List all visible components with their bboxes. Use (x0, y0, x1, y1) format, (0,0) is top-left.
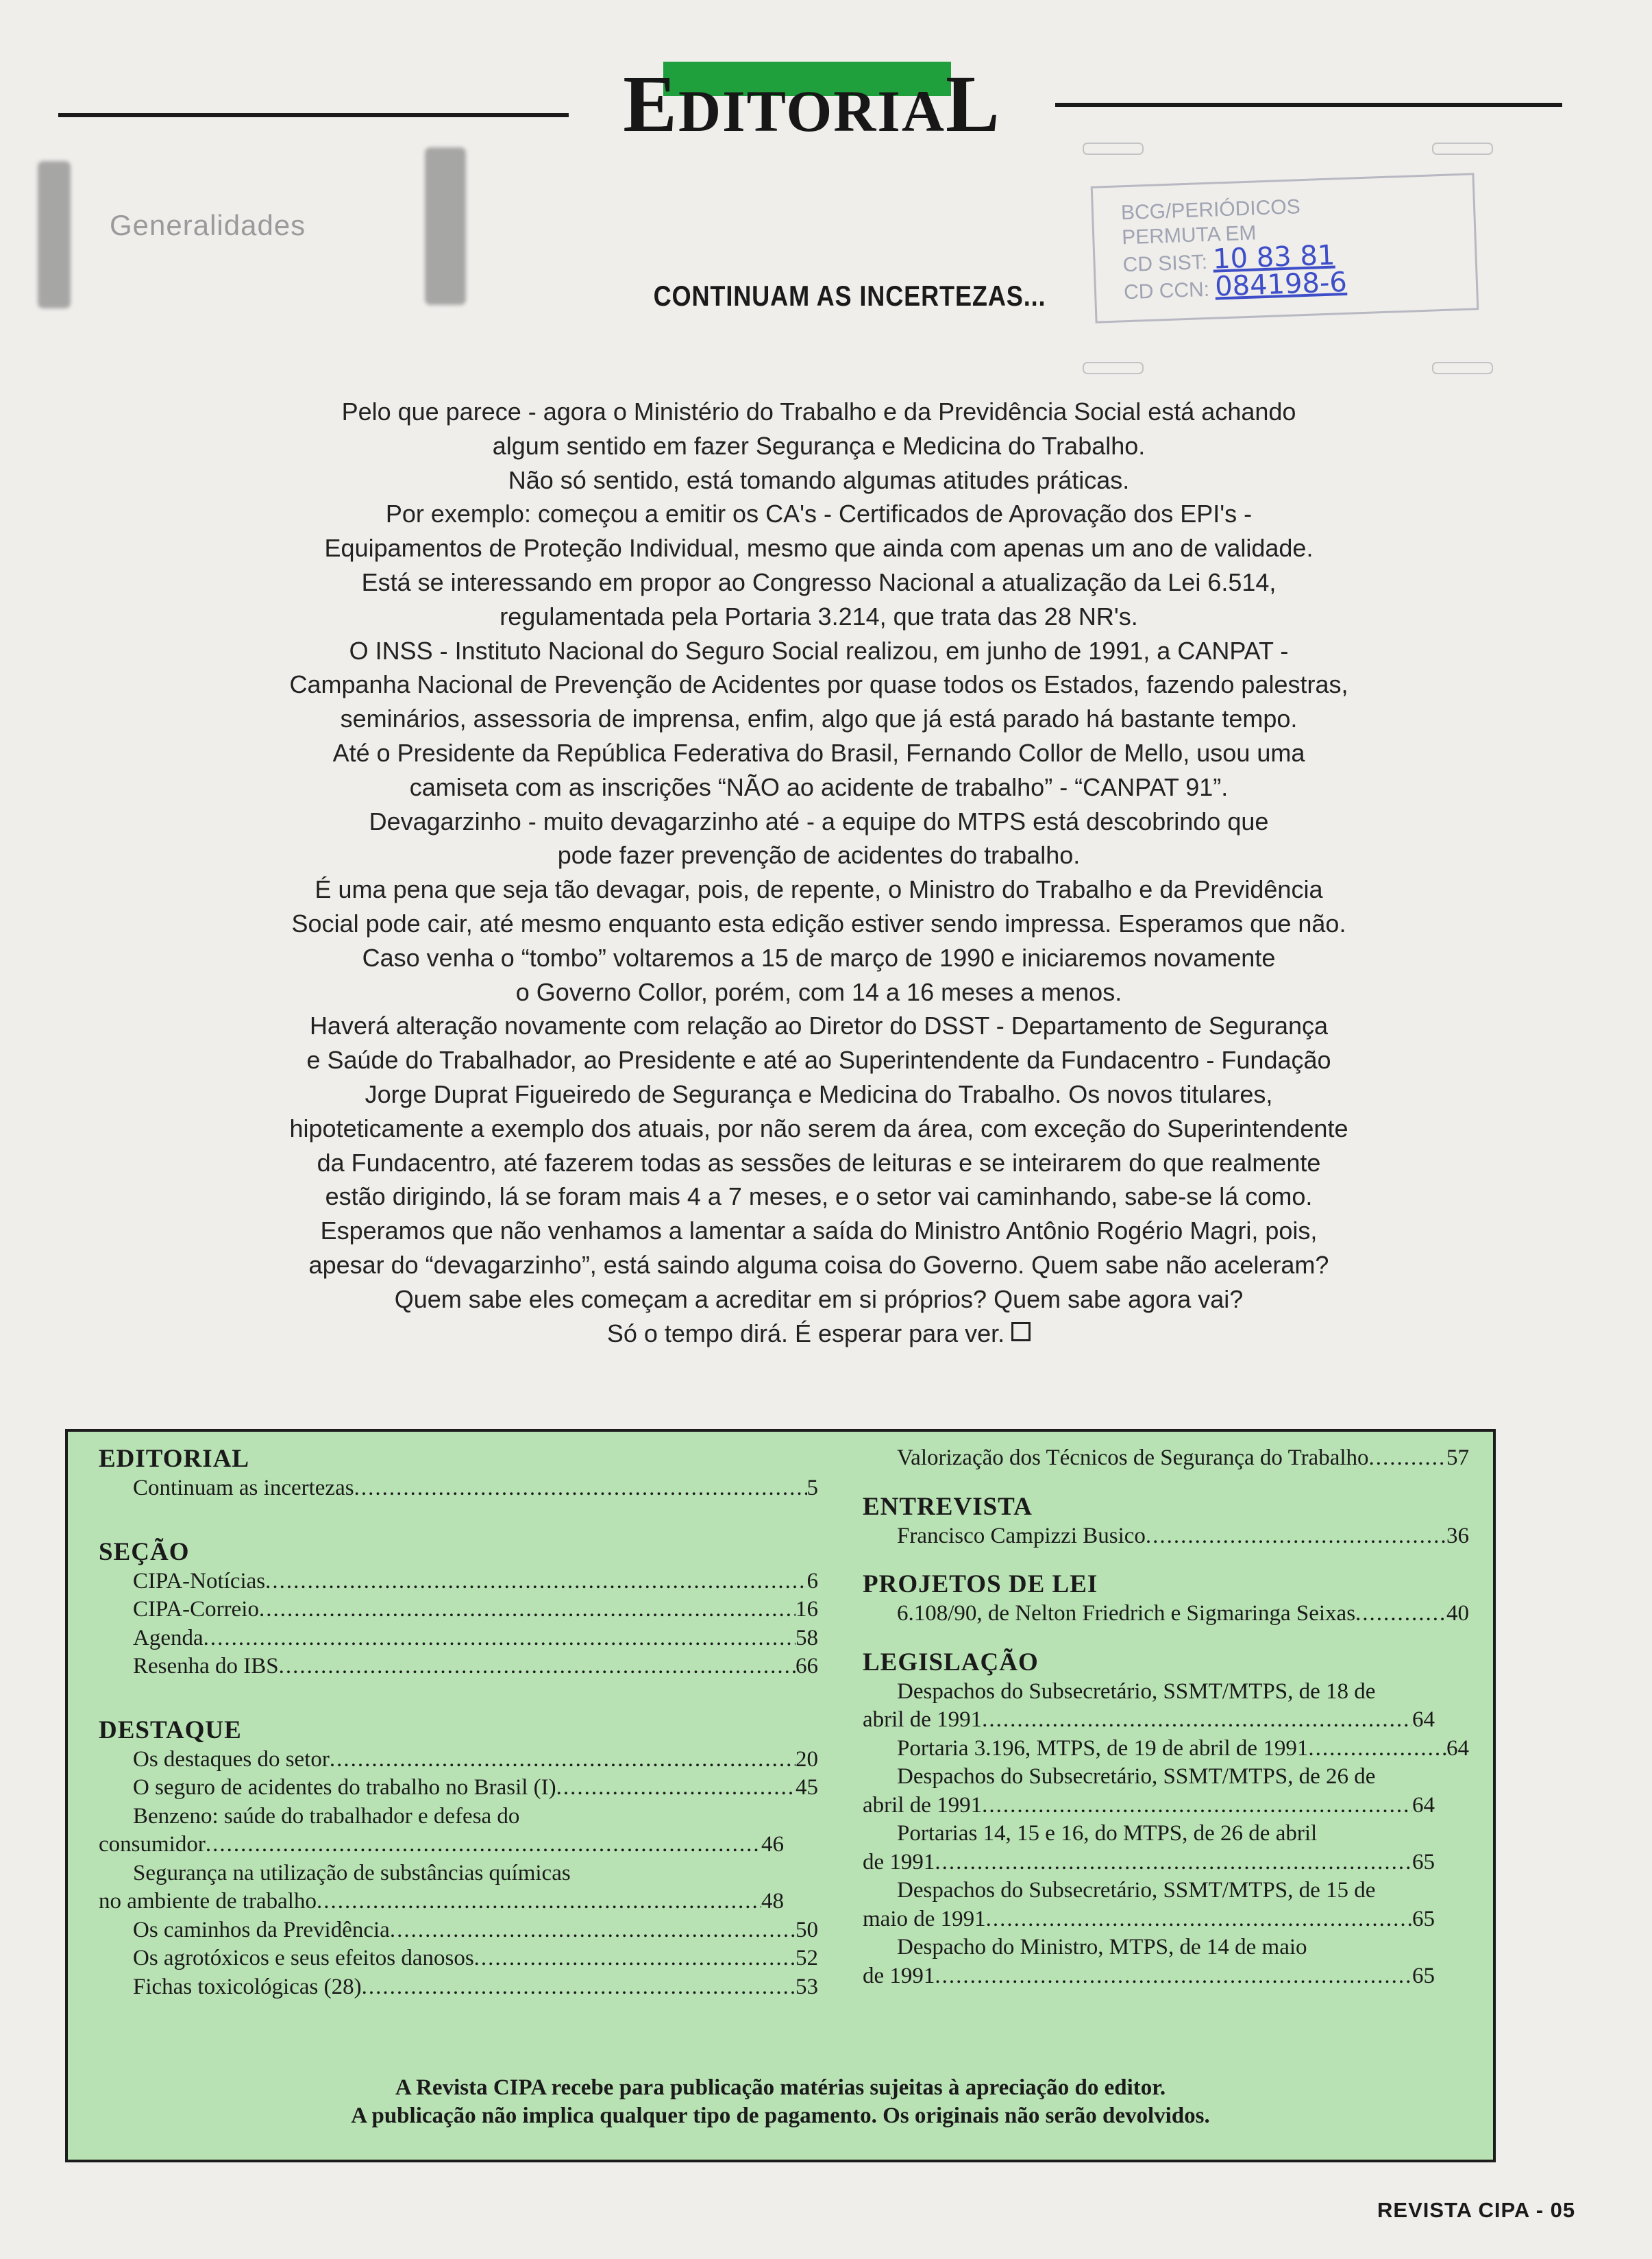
toc-entry[interactable]: Fichas toxicológicas (28) ..... 53 (99, 1973, 818, 2002)
editor-note-line: A Revista CIPA recebe para publicação matérias sujeitas à apreciação do editor. (395, 2075, 1166, 2100)
article-line: Por exemplo: começou a emitir os CA's - Certificados de Aprovação dos EPI's - (385, 500, 1253, 528)
stamp-tab (1432, 143, 1493, 155)
toc-entry[interactable]: Os caminhos da Previdência ..... 50 (99, 1916, 818, 1945)
article-line: seminários, assessoria de imprensa, enfim, algo que já está parado há bastante tempo. (340, 705, 1298, 733)
toc-heading-editorial: EDITORIAL (99, 1445, 250, 1473)
article-line: camiseta com as inscrições “NÃO ao acidente de trabalho” - “CANPAT 91”. (409, 772, 1229, 801)
toc-entry[interactable]: Os destaques do setor ..... 20 (99, 1746, 818, 1774)
toc-entry[interactable]: abril de 1991 ..... 64 (863, 1792, 1435, 1820)
stamp-tab (1083, 362, 1144, 374)
toc-entry[interactable]: de 1991 ..... 65 (863, 1962, 1435, 1991)
article-title: CONTINUAM AS INCERTEZAS... (653, 280, 1046, 312)
article-line: Caso venha o “tombo” voltaremos a 15 de março de 1990 e iniciaremos novamente (362, 943, 1276, 972)
toc-entry-first-line[interactable]: Benzeno: saúde do trabalhador e defesa do (133, 1803, 520, 1829)
article-line: e Saúde do Trabalhador, ao Presidente e até ao Superintendente da Fundacentro - Fundação (306, 1046, 1331, 1075)
article-line: o Governo Collor, porém, com 14 a 16 meses a menos. (515, 977, 1122, 1006)
section-label: Generalidades (110, 209, 306, 241)
page-footer: REVISTA CIPA - 05 (1377, 2198, 1576, 2222)
toc-entry-first-line[interactable]: Segurança na utilização de substâncias químicas (133, 1860, 571, 1885)
scan-smudge-right (425, 147, 466, 305)
stamp-ccn-row: CD CCN: 084198-6 (1123, 266, 1348, 304)
stamp-tab (1432, 362, 1493, 374)
toc-entry[interactable]: no ambiente de trabalho ..... 48 (99, 1888, 784, 1916)
toc-entry[interactable]: Francisco Campizzi Busico ..... 36 (863, 1522, 1469, 1551)
article-body (168, 395, 1470, 1350)
scan-smudge-left (38, 161, 71, 308)
article-line: O INSS - Instituto Nacional do Seguro Social realizou, em junho de 1991, a CANPAT - (349, 636, 1289, 665)
toc-heading-destaque: DESTAQUE (99, 1715, 242, 1744)
toc-entry[interactable]: O seguro de acidentes do trabalho no Brasil (I) ..... 45 (99, 1774, 818, 1803)
stamp-line: BCG/PERIÓDICOS (1120, 195, 1301, 225)
article-line: Social pode cair, até mesmo enquanto esta edição estiver sendo impressa. Esperamos que não. (291, 909, 1346, 938)
stamp-line: PERMUTA EM (1121, 221, 1257, 249)
toc-entry-first-line[interactable]: Portarias 14, 15 e 16, do MTPS, de 26 de abril (897, 1821, 1318, 1846)
article-line: Até o Presidente da República Federativa do Brasil, Fernando Collor de Mello, usou uma (332, 738, 1305, 767)
article-last-line: Só o tempo dirá. É esperar para ver. (168, 1317, 1470, 1351)
article-line: Pelo que parece - agora o Ministério do Trabalho e da Previdência Social está achando (341, 398, 1296, 426)
toc-entry-first-line[interactable]: Despachos do Subsecretário, SSMT/MTPS, de 18 de (897, 1678, 1376, 1704)
article-line: da Fundacentro, até fazerem todas as sessões de leituras e se inteirarem do que realmente (317, 1148, 1321, 1177)
toc-entry[interactable]: Os agrotóxicos e seus efeitos danosos ..... 52 (99, 1944, 818, 1973)
toc-heading-secao: SEÇÃO (99, 1537, 190, 1566)
editor-note (68, 2074, 1493, 2130)
article-line: Haverá alteração novamente com relação ao Diretor do DSST - Departamento de Segurança (309, 1012, 1329, 1040)
toc-entry[interactable]: 6.108/90, de Nelton Friedrich e Sigmaringa Seixas ..... 40 (863, 1600, 1469, 1628)
article-line: Devagarzinho - muito devagarzinho até - a equipe do MTPS está descobrindo que (369, 807, 1269, 835)
toc-entry[interactable]: abril de 1991 ..... 64 (863, 1706, 1435, 1735)
article-line: Jorge Duprat Figueiredo de Segurança e Medicina do Trabalho. Os novos titulares, (365, 1079, 1273, 1108)
toc-entry[interactable]: Resenha do IBS ..... 66 (99, 1652, 818, 1681)
toc-heading-entrevista: ENTREVISTA (863, 1492, 1033, 1521)
stamp-sist-row: CD SIST: 10 83 81 (1122, 239, 1336, 277)
article-line: Não só sentido, está tomando algumas atitudes práticas. (508, 465, 1130, 494)
article-line: estão dirigindo, lá se foram mais 4 a 7 meses, e o setor vai caminhando, sabe-se lá como. (325, 1182, 1313, 1211)
article-line: regulamentada pela Portaria 3.214, que trata das 28 NR's. (500, 602, 1138, 631)
article-line: hipoteticamente a exemplo dos atuais, por não serem da área, com exceção do Superintendente (289, 1114, 1348, 1143)
header-rule-right (1055, 103, 1562, 107)
toc-entry[interactable]: CIPA-Correio ..... 16 (99, 1596, 818, 1624)
editor-note-line: A publicação não implica qualquer tipo de pagamento. Os originais não serão devolvidos. (351, 2103, 1210, 2128)
toc-entry-first-line[interactable]: Despacho do Ministro, MTPS, de 14 de maio (897, 1935, 1307, 1959)
toc-heading-legislacao: LEGISLAÇÃO (863, 1648, 1039, 1676)
toc-entry[interactable]: maio de 1991 ..... 65 (863, 1905, 1435, 1934)
toc-entry[interactable]: Agenda ..... 58 (99, 1624, 818, 1653)
toc-entry[interactable]: Portaria 3.196, MTPS, de 19 de abril de 1991 ..... 64 (863, 1735, 1469, 1763)
article-line: apesar do “devagarzinho”, está saindo alguma coisa do Governo. Quem sabe não aceleram? (308, 1250, 1329, 1279)
toc-entry[interactable]: de 1991 ..... 65 (863, 1848, 1435, 1877)
article-line: Campanha Nacional de Prevenção de Acidentes por quase todos os Estados, fazendo palestras, (289, 670, 1348, 699)
stamp-tab (1083, 143, 1144, 155)
article-line: Esperamos que não venhamos a lamentar a saída do Ministro Antônio Rogério Magri, pois, (320, 1217, 1318, 1245)
toc-entry[interactable]: CIPA-Notícias ..... 6 (99, 1567, 818, 1596)
article-line: Quem sabe eles começam a acreditar em si próprios? Quem sabe agora vai? (394, 1284, 1244, 1313)
article-line: Equipamentos de Proteção Individual, mesmo que ainda com apenas um ano de validade. (324, 534, 1314, 563)
toc-right-column (863, 1444, 1469, 1990)
stamp-ccn-value: 084198-6 (1214, 266, 1348, 303)
page-title: EDITORIAL (623, 59, 1001, 149)
toc-entry[interactable]: consumidor ..... 46 (99, 1831, 784, 1859)
header-rule-left (58, 113, 569, 117)
article-line: É uma pena que seja tão devagar, pois, de repente, o Ministro do Trabalho e da Previdência (315, 875, 1323, 904)
article-line: pode fazer prevenção de acidentes do trabalho. (557, 841, 1081, 870)
toc-entry-first-line[interactable]: Despachos do Subsecretário, SSMT/MTPS, de 15 de (897, 1878, 1376, 1903)
toc-heading-projetos: PROJETOS DE LEI (863, 1570, 1098, 1598)
toc-entry-first-line[interactable]: Despachos do Subsecretário, SSMT/MTPS, de 26 de (897, 1764, 1376, 1789)
stamp-sist-value: 10 83 81 (1212, 239, 1336, 276)
article-line: Está se interessando em propor ao Congresso Nacional a atualização da Lei 6.514, (361, 567, 1277, 596)
toc-entry[interactable]: Continuam as incertezas ..... 5 (99, 1474, 818, 1503)
article-line: algum sentido em fazer Segurança e Medicina do Trabalho. (492, 431, 1146, 460)
toc-left-column (99, 1444, 852, 2001)
table-of-contents (65, 1429, 1496, 2162)
toc-entry[interactable]: Valorização dos Técnicos de Segurança do Trabalho ..... 57 (863, 1444, 1469, 1473)
end-mark-icon (1011, 1322, 1031, 1341)
